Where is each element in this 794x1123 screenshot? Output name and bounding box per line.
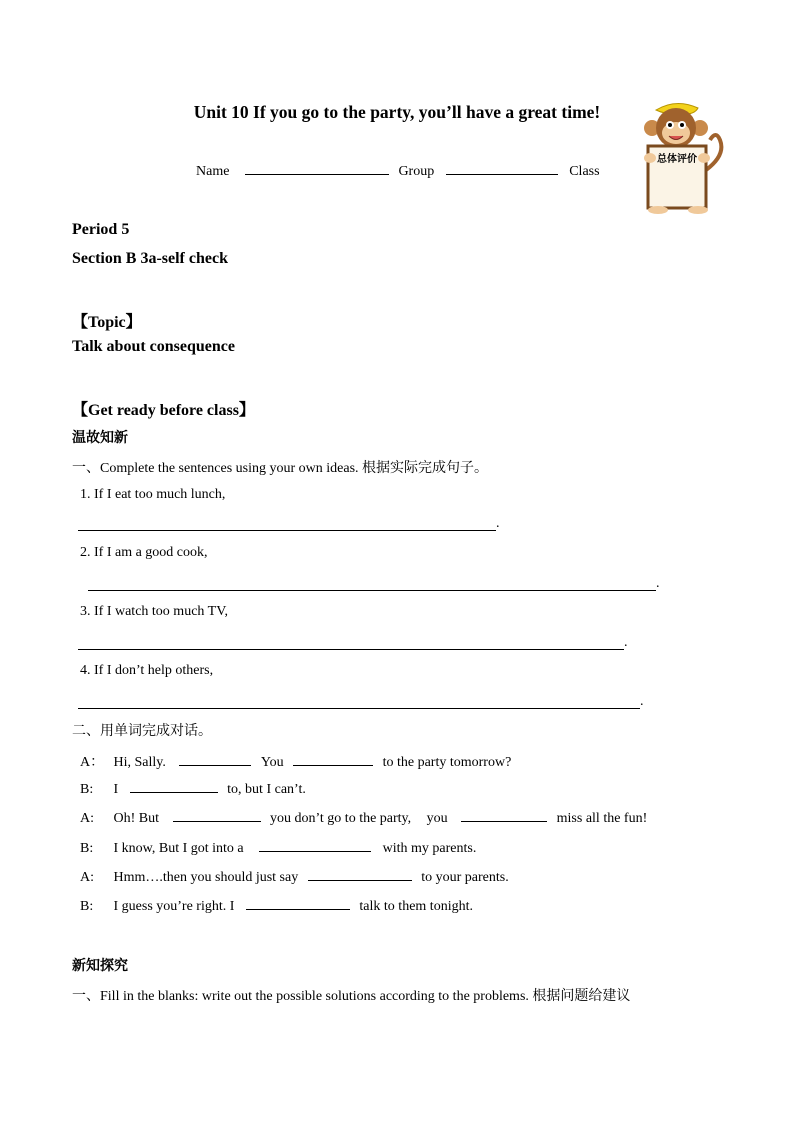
period-mark: . [624, 635, 628, 650]
badge-label: 总体评价 [657, 154, 697, 165]
dialog-text: Hi, Sally. [113, 755, 166, 770]
dialog-line-2 [80, 780, 306, 798]
explore-heading: 新知探究 [72, 958, 128, 974]
speaker-label: A： [80, 755, 105, 770]
speaker-label: A: [80, 811, 94, 826]
sentence-prompt-1: 1. If I eat too much lunch, [80, 487, 226, 502]
topic-heading: 【Topic】 [72, 314, 142, 331]
dialog-text: to, but I can’t. [227, 782, 306, 797]
answer-line-4[interactable] [78, 708, 640, 709]
dialog-text: Oh! But [113, 811, 159, 826]
part2-instruction: 二、用单词完成对话。 [72, 723, 212, 739]
name-label: Name [196, 164, 230, 179]
group-field[interactable] [446, 173, 558, 175]
blank-field[interactable] [461, 809, 547, 822]
answer-line-2[interactable] [88, 590, 656, 591]
blank-field[interactable] [173, 809, 261, 822]
blank-field[interactable] [259, 839, 371, 852]
dialog-line-5 [80, 868, 509, 886]
group-label: Group [398, 164, 435, 179]
speaker-label: B: [80, 841, 94, 856]
period-mark: . [496, 516, 500, 531]
speaker-label: B: [80, 782, 94, 797]
blank-field[interactable] [293, 753, 373, 766]
student-info-line [196, 164, 600, 180]
page-title: Unit 10 If you go to the party, you’ll have a great time! [193, 102, 601, 122]
part3-instruction: 一、Fill in the blanks: write out the possible solutions according to the problems. 根据问题给建议 [72, 989, 631, 1004]
speaker-label: B: [80, 899, 94, 914]
dialog-text: I [113, 782, 119, 797]
answer-line-3[interactable] [78, 649, 624, 650]
monkey-badge-icon [636, 100, 726, 216]
dialog-text: to your parents. [421, 870, 509, 885]
speaker-label: A: [80, 870, 94, 885]
sentence-prompt-4: 4. If I don’t help others, [80, 663, 214, 678]
review-heading: 温故知新 [72, 430, 128, 446]
dialog-line-6 [80, 897, 473, 915]
dialog-text: to the party tomorrow? [382, 755, 512, 770]
sentence-prompt-2: 2. If I am a good cook, [80, 545, 208, 560]
dialog-text: I know, But I got into a [113, 841, 244, 856]
period-mark: . [656, 576, 660, 591]
name-field[interactable] [245, 173, 389, 175]
blank-field[interactable] [246, 897, 350, 910]
dialog-line-3 [80, 809, 647, 827]
ready-heading: 【Get ready before class】 [72, 402, 255, 419]
sentence-prompt-3: 3. If I watch too much TV, [80, 604, 229, 619]
dialog-text: you [426, 811, 448, 826]
blank-field[interactable] [308, 868, 412, 881]
blank-field[interactable] [179, 753, 251, 766]
dialog-line-4 [80, 839, 476, 857]
period-mark: . [640, 694, 644, 709]
period-label: Period 5 [72, 221, 130, 238]
answer-line-1[interactable] [78, 530, 496, 531]
class-label: Class [569, 164, 600, 179]
dialog-text: you don’t go to the party, [270, 811, 412, 826]
dialog-text: Hmm….then you should just say [113, 870, 299, 885]
blank-field[interactable] [130, 780, 218, 793]
section-label: Section B 3a-self check [72, 250, 228, 267]
topic-text: Talk about consequence [72, 338, 235, 355]
dialog-text: talk to them tonight. [359, 899, 473, 914]
dialog-text: I guess you’re right. I [113, 899, 235, 914]
dialog-text: with my parents. [382, 841, 477, 856]
part1-instruction: 一、Complete the sentences using your own ideas. 根据实际完成句子。 [72, 461, 489, 476]
dialog-line-1 [80, 751, 511, 771]
dialog-text: You [260, 755, 284, 770]
dialog-text: miss all the fun! [556, 811, 648, 826]
